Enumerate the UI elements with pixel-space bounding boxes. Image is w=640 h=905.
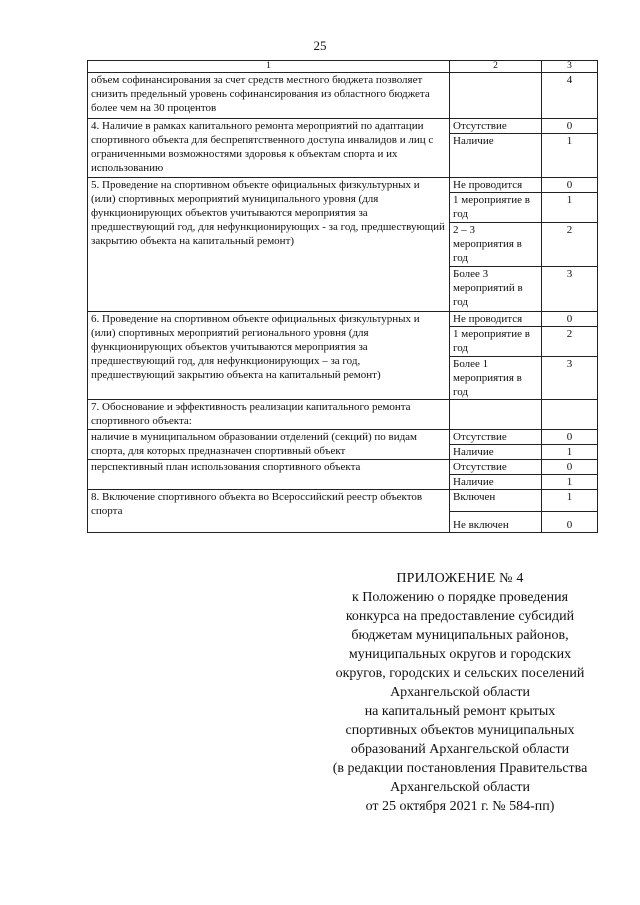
criterion-cell: перспективный план использования спортивного объекта	[88, 460, 450, 490]
table-row	[88, 460, 598, 475]
indicator-cell: Не проводится	[450, 178, 542, 193]
table-row	[88, 312, 598, 327]
criterion-cell: 8. Включение спортивного объекта во Всероссийский реестр объектов спорта	[88, 490, 450, 533]
criterion-cell: 7. Обоснование и эффективность реализации капитального ремонта спортивного объекта:	[88, 400, 450, 430]
indicator-cell: Отсутствие	[450, 460, 542, 475]
appendix-line: бюджетам муниципальных районов,	[351, 628, 569, 643]
score-cell: 1	[542, 490, 598, 512]
table-header-row	[88, 61, 598, 73]
indicator-cell	[450, 73, 542, 119]
table-row	[88, 400, 598, 430]
score-cell: 0	[542, 119, 598, 134]
criteria-table	[87, 60, 598, 533]
score-cell: 2	[542, 327, 598, 357]
appendix-line: Архангельской области	[390, 780, 530, 795]
indicator-cell: Включен	[450, 490, 542, 512]
score-cell: 0	[542, 512, 598, 533]
appendix-line: на капитальный ремонт крытых	[364, 704, 556, 719]
score-cell: 0	[542, 460, 598, 475]
table-row	[88, 430, 598, 445]
table-row	[88, 178, 598, 193]
indicator-cell: Наличие	[450, 445, 542, 460]
indicator-cell: Отсутствие	[450, 430, 542, 445]
criterion-cell: объем софинансирования за счет средств местного бюджета позволяет снизить предельный уровень софинансирования из областного бюджета более чем на 30 процентов	[88, 73, 450, 119]
indicator-cell	[450, 400, 542, 430]
score-cell: 4	[542, 73, 598, 119]
table-row	[88, 73, 598, 119]
score-cell: 0	[542, 430, 598, 445]
criterion-cell: 6. Проведение на спортивном объекте официальных физкультурных и (или) спортивных мероприятий регионального уровня (для функционирующих объектов учитываются мероприятия за предшествующий год, для нефункционирующих – за год, предшествующий закрытию объекта на капитальный ремонт)	[88, 312, 450, 400]
indicator-cell: Наличие	[450, 134, 542, 178]
criterion-cell: 5. Проведение на спортивном объекте официальных физкультурных и (или) спортивных мероприятий муниципального уровня (для функционирующих объектов учитываются мероприятия за предшествующий год, для нефункционирующих - за год, предшествующий закрытию объекта на капитальный ремонт)	[88, 178, 450, 312]
score-cell: 1	[542, 445, 598, 460]
header-cell: 3	[542, 61, 598, 73]
indicator-cell: 1 мероприятие в год	[450, 193, 542, 223]
indicator-cell: Не проводится	[450, 312, 542, 327]
score-cell	[542, 400, 598, 430]
appendix-line: (в редакции постановления Правительства	[332, 761, 588, 776]
score-cell: 1	[542, 475, 598, 490]
appendix-line: образований Архангельской области	[350, 742, 570, 757]
score-cell: 1	[542, 134, 598, 178]
appendix-title: ПРИЛОЖЕНИЕ № 4	[396, 571, 524, 586]
appendix-line: Архангельской области	[390, 685, 530, 700]
indicator-cell: Отсутствие	[450, 119, 542, 134]
table-row	[88, 119, 598, 134]
appendix-heading	[310, 569, 610, 816]
page-number: 25	[313, 38, 327, 53]
header-cell: 2	[450, 61, 542, 73]
header-cell: 1	[88, 61, 450, 73]
appendix-line: округов, городских и сельских поселений	[335, 666, 585, 681]
indicator-cell: Более 3 мероприятий в год	[450, 267, 542, 312]
indicator-cell: Наличие	[450, 475, 542, 490]
table-row	[88, 490, 598, 512]
appendix-line: муниципальных округов и городских	[348, 647, 572, 662]
indicator-cell: 1 мероприятие в год	[450, 327, 542, 357]
appendix-line: к Положению о порядке проведения	[351, 590, 569, 605]
score-cell: 0	[542, 178, 598, 193]
score-cell: 3	[542, 267, 598, 312]
score-cell: 1	[542, 193, 598, 223]
score-cell: 2	[542, 223, 598, 267]
score-cell: 0	[542, 312, 598, 327]
score-cell: 3	[542, 357, 598, 400]
appendix-line: спортивных объектов муниципальных	[345, 723, 575, 738]
appendix-line: конкурса на предоставление субсидий	[345, 609, 575, 624]
indicator-cell: 2 – 3 мероприятия в год	[450, 223, 542, 267]
appendix-line: от 25 октября 2021 г. № 584-пп)	[365, 799, 555, 814]
criterion-cell: наличие в муниципальном образовании отделений (секций) по видам спорта, для которых предназначен спортивный объект	[88, 430, 450, 460]
indicator-cell: Более 1 мероприятия в год	[450, 357, 542, 400]
criterion-cell: 4. Наличие в рамках капитального ремонта мероприятий по адаптации спортивного объекта для беспрепятственного доступа инвалидов и лиц с ограниченными возможностями здоровья к объектам спорта и их использованию	[88, 119, 450, 178]
indicator-cell: Не включен	[450, 512, 542, 533]
